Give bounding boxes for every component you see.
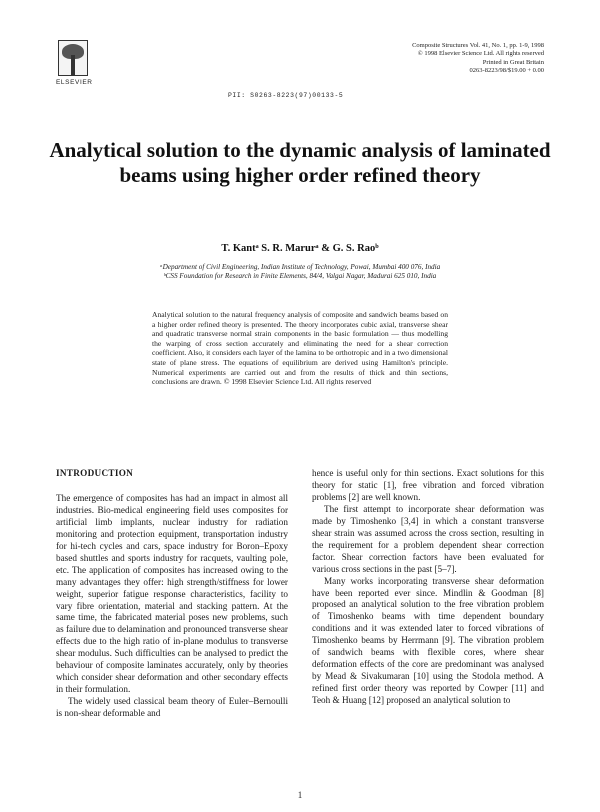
journal-line: 0263-8223/98/$19.00 + 0.00 — [469, 67, 544, 75]
body-paragraph: The first attempt to incorporate shear deformation was made by Timoshenko [3,4] in which a constant transverse shear strain was assumed across the cross section, resulting in the requirement for a problem dependent shear correction factor. Shear correction factors have been evaluated for various cross sections in the past [5–7]. — [312, 503, 544, 574]
affiliation: ᵇCSS Foundation for Research in Finite Elements, 84/4, Valgai Nagar, Madurai 625 010, India — [163, 272, 437, 280]
abstract: Analytical solution to the natural frequency analysis of composite and sandwich beams based on a higher order refined theory is presented. The theory incorporates cubic axial, transverse shear and quadratic transverse normal strain components in the basic formulation — thus modelling the warping of cross section accurately and eliminating the need for a shear correction coefficient. Also, it considers each layer of the lamina to be orthotropic and in a two dimensional state of plane stress. The equations of equilibrium are derived using Hamilton's principle. Numerical experiments are carried out and from the results of thick and thin sections, conclusions are drawn. © 1998 Elsevier Science Ltd. All rights reserved — [152, 310, 448, 387]
body-paragraph: hence is useful only for thin sections. Exact solutions for this theory for static [1], free vibration and forced vibration problems [2] are well known. — [312, 468, 544, 502]
publisher-logo — [56, 40, 92, 86]
section-heading: INTRODUCTION — [56, 468, 134, 478]
body-column-left — [56, 468, 288, 720]
publisher-name: ELSEVIER — [56, 79, 93, 86]
paper-authors: T. Kantᵃ S. R. Marurᵃ & G. S. Raoᵇ — [221, 243, 379, 254]
body-paragraph: The emergence of composites has had an impact in almost all industries. Bio-medical engineering field uses composites for artificial limb implants, nuclear industry for radiation monitoring and protection equipment, transportation industry for hi-tech cycles and cars, space industry for Boron–Epoxy based shuttles and sports industry for racquets, vaulting pole, etc. The application of composites has increased owing to the many advantages they offer: high strength/stiffness for lower weight, superior fatigue response characteristics, facility to vary fibre orientation, material and stacking pattern. At the same time, the fabricated material poses new problems, such as failure due to delamination and pronounced transverse shear effects due to the high ratio of in-plane modulus to transverse shear modulus. Such difficulties can be analysed to predict the behaviour of composite laminates accurately, only by theories which consider shear deformation and other secondary effects in their formulation. — [56, 492, 288, 695]
body-paragraph: Many works incorporating transverse shear deformation have been reported ever since. Mindlin & Goodman [8] proposed an analytical solution to the free vibration problem of Timoshenko beams with time dependent boundary conditions and it was extended later to forced vibrations of Timoshenko beams by Herrmann [9]. The vibration problem of sandwich beams with flexible cores, where shear deformation effects of the core are predominant was analysed by Mead & Sivakumaran [10] using the Stodola method. A refined first order theory was reported by Cowper [11] and Teoh & Huang [12] proposed an analytical solution to — [312, 575, 544, 706]
journal-line: Composite Structures Vol. 41, No. 1, pp. 1-9, 1998 — [412, 42, 544, 49]
affiliation: ᵃDepartment of Civil Engineering, Indian Institute of Technology, Powai, Mumbai 400 076, India — [159, 263, 441, 271]
journal-line: © 1998 Elsevier Science Ltd. All rights reserved — [417, 50, 544, 58]
journal-line: Printed in Great Britain — [482, 58, 544, 66]
page-number: 1 — [297, 790, 303, 800]
pii-code: PII: S0263-8223(97)00133-5 — [228, 92, 344, 99]
paper-title: Analytical solution to the dynamic analysis of laminated beams using higher order refined theory — [49, 138, 551, 187]
body-paragraph: The widely used classical beam theory of Euler–Bernoulli is non-shear deformable and — [56, 696, 288, 719]
body-column-right — [312, 468, 544, 707]
elsevier-tree-icon — [58, 40, 88, 76]
journal-info — [412, 42, 544, 76]
